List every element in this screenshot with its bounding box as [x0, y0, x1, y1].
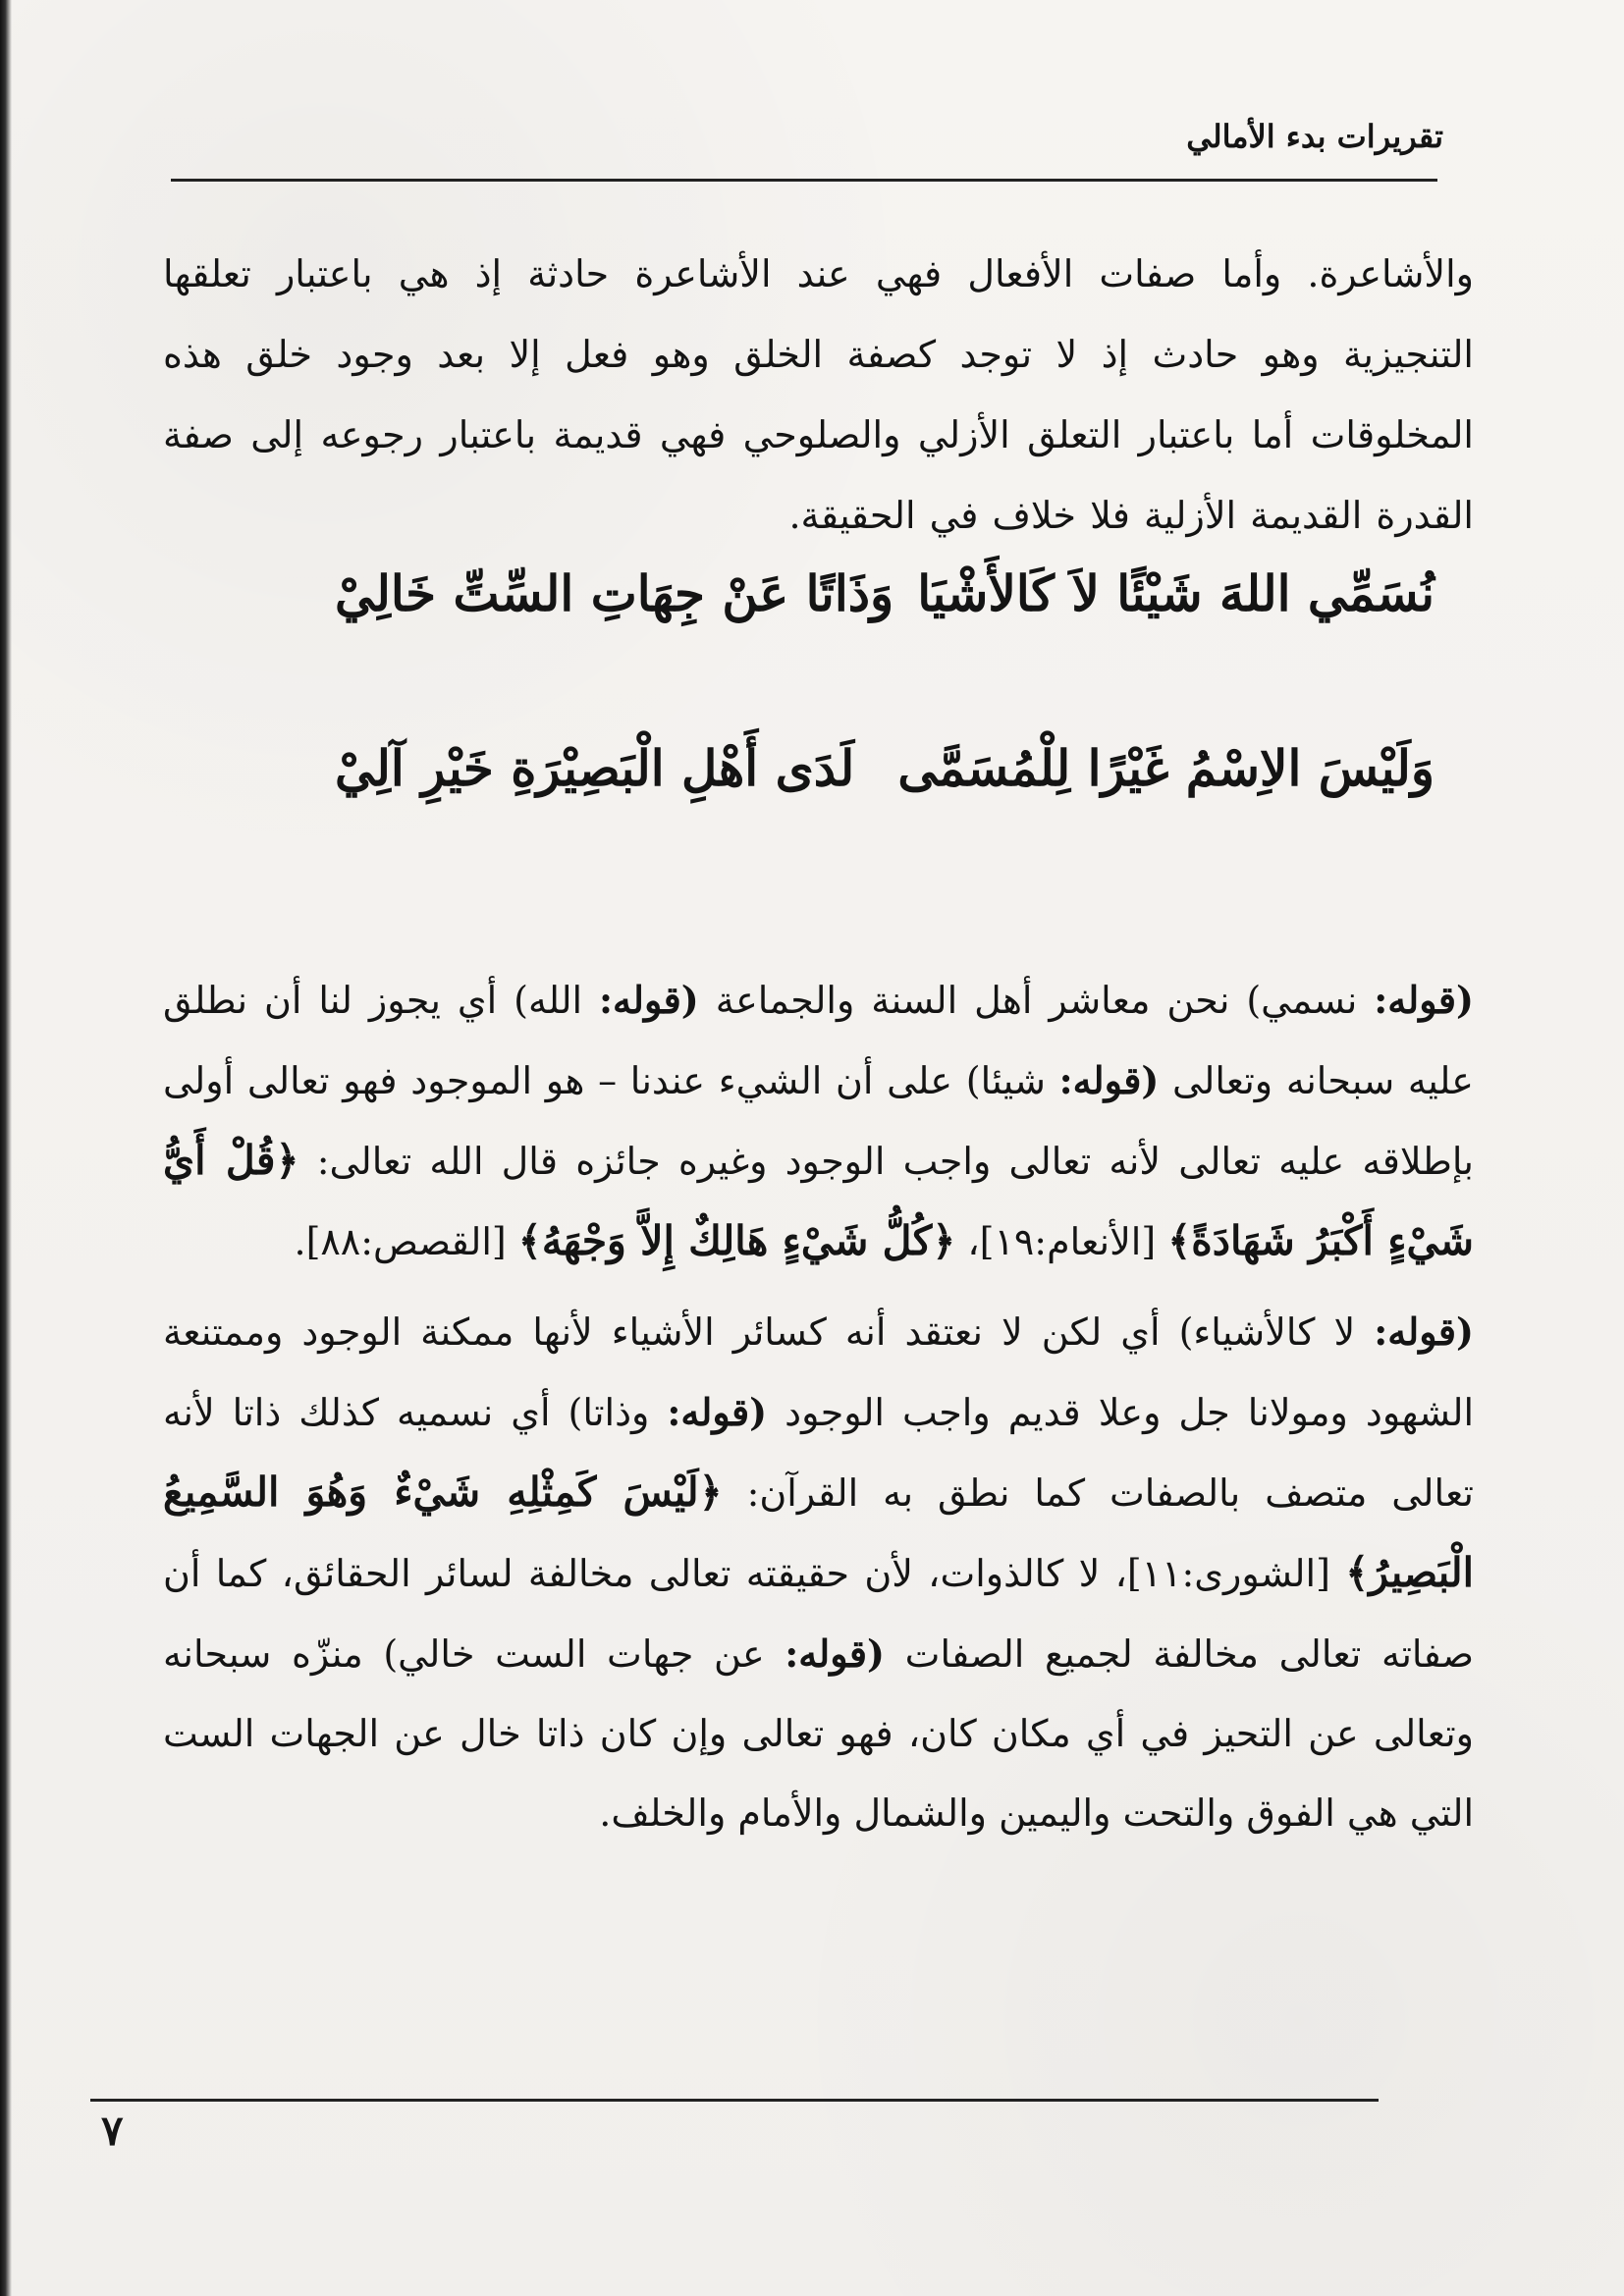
verse-line-2-left: لَدَى أَهْلِ الْبَصِيْرَةِ خَيْرِ آلِيْ — [335, 739, 855, 797]
commentary-keyword: (قوله: — [667, 1390, 768, 1434]
commentary-text-segment: وذاتا) أي نسميه كذلك ذاتا لأنه تعالى متصف بالصفات كما نطق به القرآن: — [163, 1391, 1474, 1515]
verse-line-1-left: وَذَاتًا عَنْ جِهَاتِ السِّتِّ خَالِيْ — [335, 564, 894, 622]
commentary-paragraph-1 — [163, 960, 1474, 1282]
verse-line-1 — [188, 564, 1454, 638]
commentary-text-segment: عن جهات الست خالي) منزّه سبحانه وتعالى عن التحيز في أي مكان كان، فهو تعالى وإن كان ذاتا خال عن الجهات الست التي هي الفوق والتحت واليمين والشمال والأمام والخلف. — [163, 1632, 1474, 1835]
quran-reference: [الأنعام:١٩]، — [955, 1220, 1168, 1263]
page-number: ٧ — [101, 2107, 124, 2155]
verse-line-2 — [188, 739, 1454, 813]
commentary-text-segment: نسمي) نحن معاشر أهل السنة والجماعة — [698, 979, 1375, 1022]
intro-text — [163, 234, 1474, 556]
quran-quote: ﴿لَيْسَ كَمِثْلِهِ شَيْءٌ وَهُوَ السَّمِيعُ الْبَصِيرُ﴾ — [163, 1468, 1475, 1596]
header-rule — [171, 179, 1437, 182]
commentary-text-segment: لا كالأشياء) أي لكن لا نعتقد أنه كسائر الأشياء لأنها ممكنة الوجود وممتنعة الشهود ومولانا جل وعلا قديم واجب الوجود — [163, 1310, 1474, 1434]
quran-quote: ﴿كُلُّ شَيْءٍ هَالِكٌ إِلاَّ وَجْهَهُ﴾ — [517, 1217, 956, 1264]
commentary-keyword: (قوله: — [1374, 978, 1474, 1022]
commentary-paragraph-2 — [163, 1292, 1474, 1853]
commentary-keyword: (قوله: — [785, 1631, 886, 1676]
commentary-keyword: (قوله: — [599, 978, 699, 1022]
commentary-text-segment: الله) أي يجوز لنا أن نطلق عليه سبحانه وتعالى — [163, 979, 1474, 1102]
quran-quote: ﴿قُلْ أَيُّ شَيْءٍ أَكْبَرُ شَهَادَةً﴾ — [163, 1137, 1474, 1264]
verse-line-1-right: نُسَمِّي اللهَ شَيْئًا لاَ كَالأَشْيَا — [917, 564, 1435, 622]
running-header: تقريرات بدء الأمالي — [1186, 118, 1443, 155]
commentary-text-segment: شيئا) على أن الشيء عندنا – هو الموجود فهو تعالى أولى بإطلاقه عليه تعالى لأنه تعالى واجب الوجود وغيره جائزه قال الله تعالى: — [163, 1059, 1474, 1183]
commentary-keyword: (قوله: — [1058, 1058, 1160, 1102]
commentary-keyword: (قوله: — [1374, 1309, 1474, 1354]
verse-line-2-right: وَلَيْسَ الاِسْمُ غَيْرًا لِلْمُسَمَّى — [897, 739, 1435, 797]
commentary-text-segment: [الشورى:١١]، لا كالذوات، لأن حقيقته تعالى مخالفة لسائر الحقائق، كما أن صفاته تعالى مخالفة لجميع الصفات — [163, 1552, 1474, 1676]
commentary-text — [163, 960, 1474, 1853]
scan-edge — [0, 0, 12, 2296]
intro-paragraph: والأشاعرة. وأما صفات الأفعال فهي عند الأشاعرة حادثة إذ هي باعتبار تعلقها التنجيزية وهو حادث إذ لا توجد كصفة الخلق وهو فعل إلا بعد وجود خلق هذه المخلوقات أما باعتبار التعلق الأزلي والصلوحي فهي قديمة باعتبار رجوعه إلى صفة القدرة القديمة الأزلية فلا خلاف في الحقيقة. — [163, 252, 1474, 537]
footer-rule — [90, 2099, 1379, 2102]
quran-reference: [القصص:٨٨]. — [294, 1220, 518, 1263]
